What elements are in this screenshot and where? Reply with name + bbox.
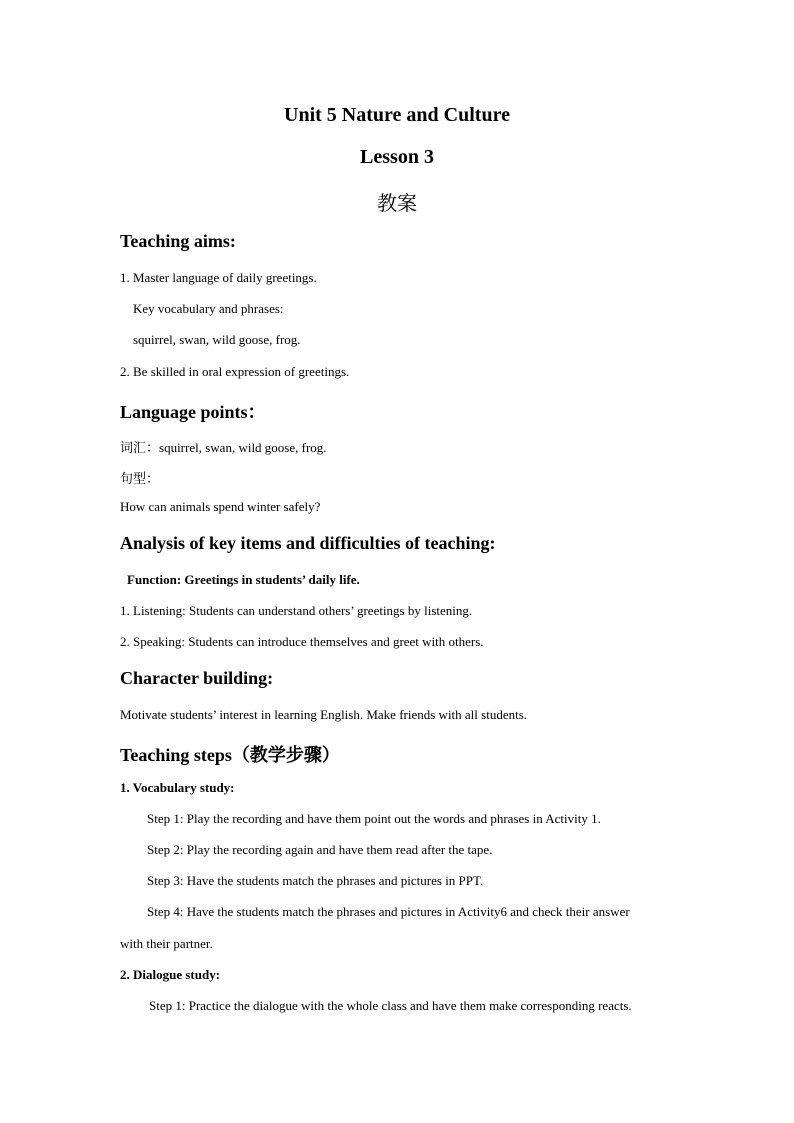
document-title: Unit 5 Nature and Culture [284,104,510,126]
vocabulary-step-4: Step 4: Have the students match the phrases and pictures in Activity6 and check their answer [147,904,630,919]
key-vocabulary-list: squirrel, swan, wild goose, frog. [133,332,301,347]
vocabulary-step-2: Step 2: Play the recording again and have them read after the tape. [147,842,493,857]
teaching-aims-heading: Teaching aims: [120,231,236,251]
vocabulary-step-1: Step 1: Play the recording and have them point out the words and phrases in Activity 1. [147,811,601,826]
vocabulary-study-heading: 1. Vocabulary study: [120,780,235,795]
teaching-steps-heading: Teaching steps（教学步骤） [120,745,340,765]
analysis-item-2: 2. Speaking: Students can introduce themselves and greet with others. [120,634,484,649]
language-points-heading: Language points： [120,402,266,422]
analysis-item-1: 1. Listening: Students can understand others’ greetings by listening. [120,603,473,618]
character-building-heading: Character building: [120,668,274,688]
dialogue-step-1: Step 1: Practice the dialogue with the whole class and have them make corresponding reacts. [149,998,632,1013]
lesson-plan-subtitle: 教案 [377,191,417,215]
vocabulary-step-4-continued: with their partner. [120,936,213,951]
teaching-aim-1: 1. Master language of daily greetings. [120,270,317,285]
sentence-pattern: How can animals spend winter safely? [120,499,321,514]
vocabulary-step-3: Step 3: Have the students match the phrases and pictures in PPT. [147,873,484,888]
teaching-aim-2: 2. Be skilled in oral expression of greetings. [120,364,350,379]
analysis-heading: Analysis of key items and difficulties of teaching: [120,533,496,553]
key-vocabulary-label: Key vocabulary and phrases: [133,301,284,316]
vocabulary-words: squirrel, swan, wild goose, frog. [159,440,327,455]
character-building-text: Motivate students’ interest in learning English. Make friends with all students. [120,707,528,722]
vocabulary-prefix: 词汇： [120,441,160,456]
lesson-title: Lesson 3 [360,146,434,168]
vocabulary-line [120,437,327,456]
sentence-pattern-label: 句型： [120,472,160,487]
dialogue-study-heading: 2. Dialogue study: [120,967,221,982]
function-line: Function: Greetings in students’ daily life. [127,572,360,587]
